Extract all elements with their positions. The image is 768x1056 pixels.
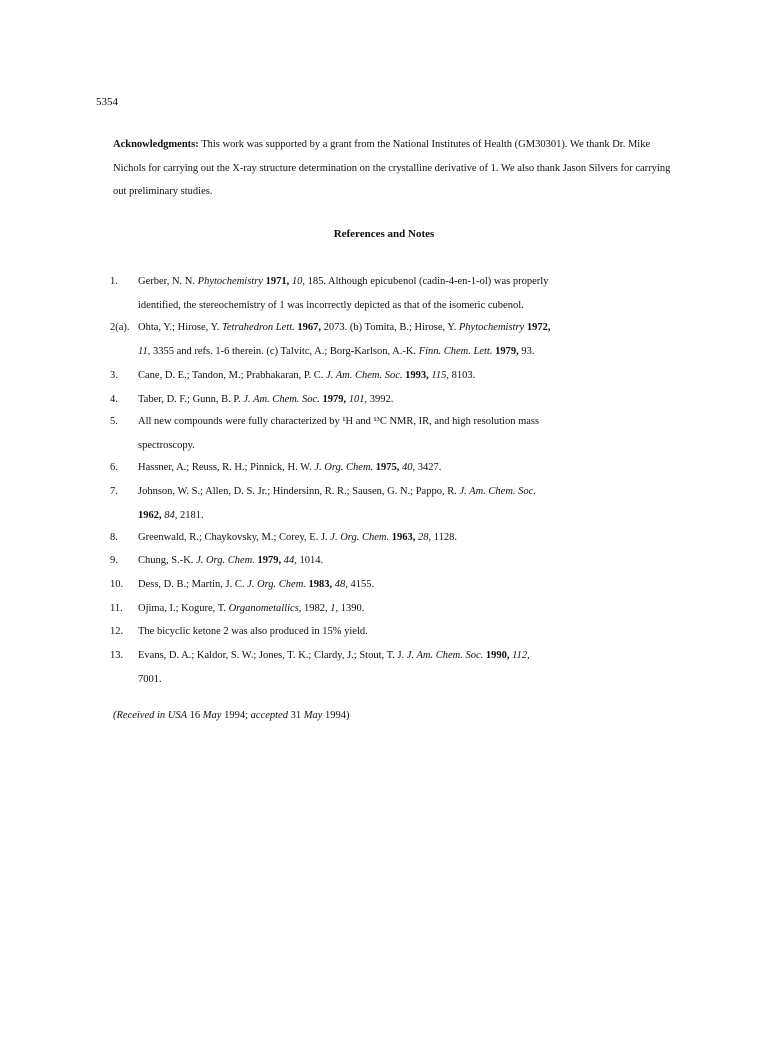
reference-segment: 1983,: [308, 579, 333, 590]
reference-segment: Chung, S.-K.: [138, 555, 197, 566]
reference-segment: Phytochemistry: [458, 322, 525, 333]
received-segment: 31: [287, 710, 304, 721]
reference-segment: 10,: [291, 276, 305, 287]
reference-segment: 1967,: [297, 322, 321, 333]
reference-segment: J. Org. Chem.: [314, 462, 374, 473]
reference-segment: Tetrahedron Lett.: [222, 322, 295, 333]
reference-segment: Ohta, Y.; Hirose, Y.: [138, 322, 222, 333]
received-segment: 1994): [322, 710, 350, 721]
reference-item: [110, 526, 690, 550]
reference-segment: J. Org. Chem.: [247, 579, 306, 590]
reference-segment: J. Org. Chem.: [330, 532, 390, 543]
reference-segment: 3992.: [367, 394, 394, 405]
reference-segment: 1014.: [296, 555, 324, 566]
reference-item: [110, 620, 690, 644]
reference-text: [138, 410, 690, 457]
reference-segment: 2181.: [177, 509, 204, 521]
reference-segment: 1979,: [257, 555, 282, 566]
reference-number: 5.: [110, 416, 118, 427]
reference-segment: Gerber, N. N.: [138, 276, 198, 287]
references-heading: References and Notes: [333, 228, 435, 240]
reference-segment: 1979,: [495, 345, 519, 357]
reference-segment: 1963,: [391, 532, 416, 543]
reference-segment: 44,: [283, 555, 297, 566]
reference-line: [138, 316, 690, 340]
received-segment: accepted: [250, 710, 288, 721]
reference-number: 9.: [110, 555, 118, 566]
reference-text: [138, 456, 690, 480]
reference-line: [138, 340, 690, 364]
reference-segment: All new compounds were fully characterized by ¹H and ¹³C NMR, IR, and high resolution mass: [138, 416, 540, 427]
reference-number: 10.: [110, 579, 124, 590]
reference-number: 12.: [110, 626, 124, 637]
acknowledgments-text: This work was supported by a grant from the National Institutes of Health (GM30301). We thank Dr. Mike Nichols for carrying out the X-ray structure determination on the crystalline derivative of 1. We also thank Jason Silvers for carrying out preliminary studies.: [113, 139, 671, 197]
reference-segment: 1993,: [405, 370, 429, 381]
reference-text: [138, 549, 690, 573]
reference-segment: 1975,: [375, 462, 400, 473]
reference-segment: 1982,: [301, 603, 331, 614]
reference-item: [110, 549, 690, 573]
reference-text: [138, 526, 690, 550]
reference-item: [110, 270, 690, 317]
reference-line: [138, 294, 690, 318]
reference-segment: Greenwald, R.; Chaykovsky, M.; Corey, E. J.: [138, 532, 331, 543]
reference-text: [138, 573, 690, 597]
received-segment: (Received in USA: [113, 710, 188, 721]
reference-segment: 3355 and refs. 1-6 therein. (c) Talvitc, A.; Borg-Karlson, A.-K.: [150, 345, 419, 357]
reference-segment: 112,: [512, 650, 530, 661]
reference-segment: 1390.: [338, 603, 365, 614]
reference-number: 2(a).: [110, 322, 130, 333]
reference-segment: Dess, D. B.; Martin, J. C.: [138, 579, 248, 590]
page-number: 5354: [96, 96, 118, 108]
reference-segment: identified, the stereochemistry of 1 was incorrectly depicted as that of the isomeric cubenol.: [138, 299, 524, 311]
reference-item: [110, 410, 690, 457]
received-segment: 1994;: [221, 710, 251, 721]
reference-segment: 48,: [334, 579, 348, 590]
reference-segment: 1979,: [322, 394, 347, 405]
reference-segment: 8103.: [449, 370, 476, 381]
reference-segment: 40,: [402, 462, 416, 473]
reference-segment: 1971,: [265, 276, 290, 287]
reference-text: [138, 480, 690, 527]
reference-number: 6.: [110, 462, 118, 473]
received-segment: 16: [187, 710, 203, 721]
reference-segment: 1962,: [138, 509, 162, 521]
reference-line: [138, 270, 690, 294]
reference-segment: 84,: [164, 509, 178, 521]
reference-segment: Johnson, W. S.; Allen, D. S. Jr.; Hindersinn, R. R.; Sausen, G. N.; Pappo, R.: [138, 486, 460, 497]
reference-segment: 185. Although epicubenol (cadin-4-en-1-ol) was properly: [304, 276, 549, 287]
reference-number: 7.: [110, 486, 118, 497]
reference-line: [138, 620, 690, 644]
reference-segment: Cane, D. E.; Tandon, M.; Prabhakaran, P. C.: [138, 370, 327, 381]
reference-item: [110, 364, 690, 388]
reference-text: [138, 364, 690, 388]
reference-line: [138, 573, 690, 597]
reference-line: [138, 410, 690, 434]
reference-item: [110, 597, 690, 621]
reference-number: 8.: [110, 532, 118, 543]
reference-text: [138, 270, 690, 317]
reference-text: [138, 316, 690, 363]
reference-segment: 1990,: [485, 650, 510, 661]
reference-item: [110, 456, 690, 480]
reference-segment: J. Am. Chem. Soc.: [243, 394, 320, 405]
reference-item: [110, 316, 690, 363]
reference-segment: Finn. Chem. Lett.: [418, 345, 493, 357]
reference-number: 3.: [110, 370, 118, 381]
reference-item: [110, 480, 690, 527]
reference-segment: Ojima, I.; Kogure, T.: [138, 603, 229, 614]
reference-number: 11.: [110, 603, 123, 614]
reference-line: [138, 597, 690, 621]
reference-number: 4.: [110, 394, 118, 405]
reference-line: [138, 434, 690, 458]
reference-segment: 2073. (b) Tomita, B.; Hirose, Y.: [320, 322, 459, 333]
reference-segment: 1128.: [431, 532, 457, 543]
reference-line: [138, 504, 690, 528]
reference-segment: Evans, D. A.; Kaldor, S. W.; Jones, T. K.; Clardy, J.; Stout, T. J.: [138, 650, 407, 661]
reference-line: [138, 526, 690, 550]
reference-segment: 11,: [138, 345, 151, 357]
reference-segment: 7001.: [138, 673, 162, 685]
reference-segment: Phytochemistry: [197, 276, 263, 287]
reference-segment: Hassner, A.; Reuss, R. H.; Pinnick, H. W.: [138, 462, 315, 473]
reference-line: [138, 480, 690, 504]
reference-text: [138, 597, 690, 621]
reference-segment: J. Am. Chem. Soc.: [326, 370, 403, 381]
received-segment: May: [303, 710, 323, 721]
reference-segment: J. Am. Chem. Soc.: [459, 486, 536, 497]
reference-line: [138, 549, 690, 573]
reference-line: [138, 456, 690, 480]
reference-segment: The bicyclic ketone 2 was also produced in 15% yield.: [138, 626, 368, 637]
reference-segment: 1,: [330, 603, 339, 614]
received-line: [113, 710, 350, 721]
reference-segment: 3427.: [415, 462, 442, 473]
reference-segment: J. Am. Chem. Soc.: [406, 650, 484, 661]
reference-number: 1.: [110, 276, 118, 287]
reference-line: [138, 364, 690, 388]
reference-segment: 4155.: [347, 579, 375, 590]
reference-text: [138, 388, 690, 412]
reference-item: [110, 644, 690, 691]
reference-segment: spectroscopy.: [138, 439, 195, 451]
reference-text: [138, 644, 690, 691]
reference-line: [138, 644, 690, 668]
reference-segment: 115,: [431, 370, 450, 381]
reference-segment: 101,: [348, 394, 368, 405]
reference-text: [138, 620, 690, 644]
reference-segment: J. Org. Chem.: [196, 555, 255, 566]
reference-line: [138, 668, 690, 692]
reference-segment: Taber, D. F.; Gunn, B. P.: [138, 394, 244, 405]
reference-item: [110, 573, 690, 597]
reference-line: [138, 388, 690, 412]
received-segment: May: [202, 710, 222, 721]
reference-item: [110, 388, 690, 412]
reference-number: 13.: [110, 650, 124, 661]
acknowledgments-heading: Acknowledgments:: [113, 139, 199, 150]
reference-segment: 93.: [518, 345, 535, 357]
reference-segment: 1972,: [526, 322, 551, 333]
reference-segment: Organometallics,: [228, 603, 302, 614]
acknowledgments: [113, 133, 683, 204]
reference-segment: 28,: [417, 532, 432, 543]
